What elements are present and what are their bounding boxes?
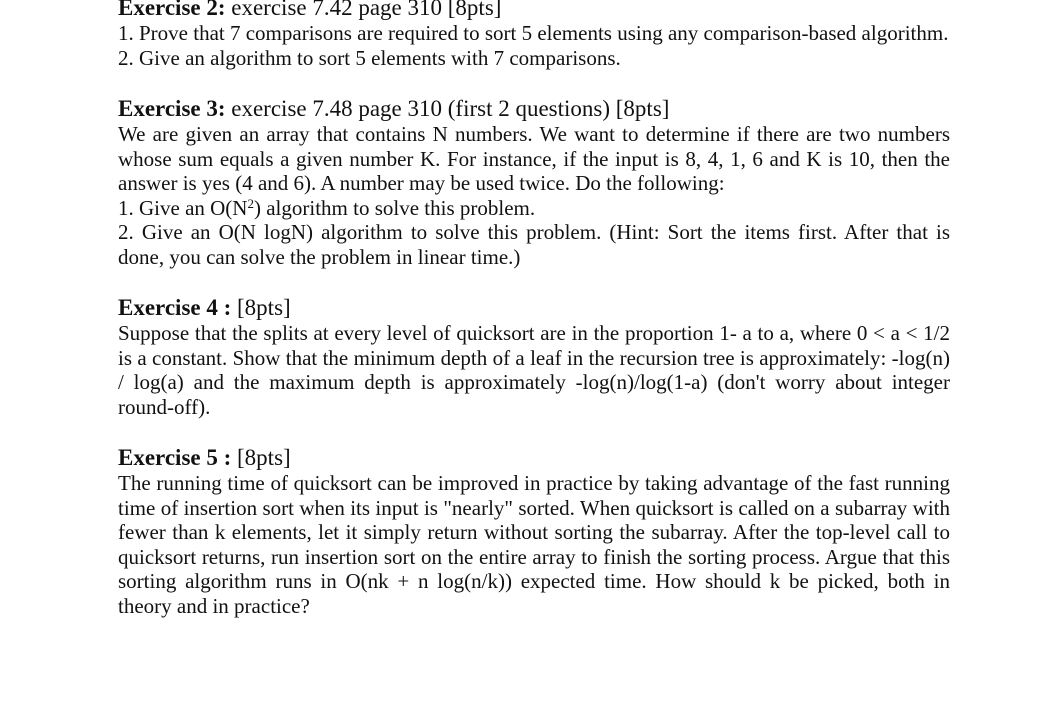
exercise-3-subtitle: exercise 7.48 page 310 (first 2 questions) [8pts] [225,96,670,121]
exercise-2-item-1: 1. Prove that 7 comparisons are required to sort 5 elements using any comparison-based algorithm. [118,21,949,45]
exercise-4-label: Exercise 4 : [118,295,232,320]
exercise-5-label: Exercise 5 : [118,445,232,470]
document-page [118,0,950,644]
exercise-3-item-1-exponent: 2 [247,195,254,211]
exercise-5-heading [118,445,950,471]
exercise-3-item-1-post: ) algorithm to solve this problem. [253,195,536,220]
exercise-5-body: The running time of quicksort can be improved in practice by taking advantage of the fast running time of insertion sort when its input is "nearly" sorted. When quicksort is called on a subarray with fewer than k elements, let it simply return without sorting the subarray. After the top-level call to quicksort returns, run insertion sort on the entire array to finish the sorting process. Argue that this sorting algorithm runs in O(nk + n log(n/k)) expected time. How should k be picked, both in theory and in practice? [118,471,950,618]
exercise-3-item-1-pre: 1. Give an O(N [118,195,248,220]
exercise-2 [118,0,950,70]
exercise-4-body: Suppose that the splits at every level of quicksort are in the proportion 1- a to a, where 0 < a < 1/2 is a constant. Show that the minimum depth of a leaf in the recursion tree is approximately: -log(n) / log(a) and the maximum depth is approximately -log(n)/log(1-a) (don't worry about integer round-off). [118,321,950,419]
exercise-2-label: Exercise 2: [118,0,226,20]
exercise-3-label: Exercise 3: [118,96,226,121]
exercise-3-item-2: 2. Give an O(N logN) algorithm to solve this problem. (Hint: Sort the items first. After that is done, you can solve the problem in linear time.) [118,220,950,269]
exercise-2-subtitle: exercise 7.42 page 310 [8pts] [225,0,502,20]
exercise-3-heading [118,96,950,122]
exercise-4-heading [118,295,950,321]
exercise-5-subtitle: [8pts] [231,445,291,470]
exercise-4-subtitle: [8pts] [231,295,291,320]
exercise-3 [118,96,950,269]
exercise-2-heading [118,0,950,21]
exercise-3-intro: We are given an array that contains N numbers. We want to determine if there are two numbers whose sum equals a given number K. For instance, if the input is 8, 4, 1, 6 and K is 10, then the answer is yes (4 and 6). A number may be used twice. Do the following: [118,122,950,195]
exercise-4 [118,295,950,419]
exercise-2-item-2: 2. Give an algorithm to sort 5 elements with 7 comparisons. [118,45,621,70]
exercise-5 [118,445,950,618]
exercise-3-item-1 [118,196,950,221]
